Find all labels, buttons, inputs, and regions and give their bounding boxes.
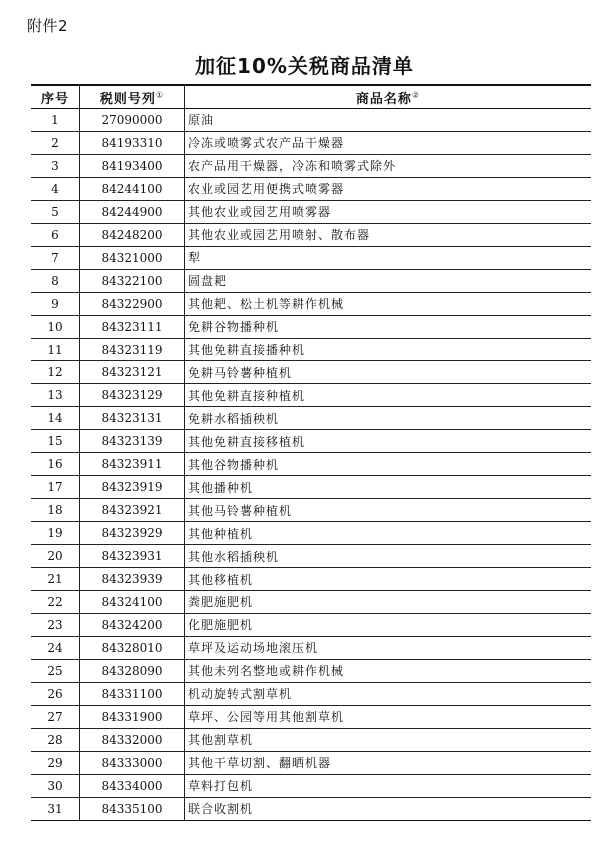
cell-product-name: 其他农业或园艺用喷射、散布器 bbox=[185, 223, 592, 246]
header-serial-number: 序号 bbox=[31, 85, 80, 109]
table-row bbox=[31, 499, 591, 522]
cell-tariff-code: 84248200 bbox=[80, 223, 185, 246]
table-row bbox=[31, 315, 591, 338]
cell-product-name: 草坪及运动场地滚压机 bbox=[185, 636, 592, 659]
table-row bbox=[31, 292, 591, 315]
cell-product-name: 其他割草机 bbox=[185, 728, 592, 751]
cell-serial-number: 30 bbox=[31, 774, 80, 797]
cell-product-name: 免耕马铃薯种植机 bbox=[185, 361, 592, 384]
cell-serial-number: 5 bbox=[31, 200, 80, 223]
header-tariff-code-note: ① bbox=[155, 90, 165, 100]
cell-product-name: 农业或园艺用便携式喷雾器 bbox=[185, 177, 592, 200]
cell-product-name: 圆盘耙 bbox=[185, 269, 592, 292]
table-row bbox=[31, 109, 591, 132]
cell-tariff-code: 84334000 bbox=[80, 774, 185, 797]
cell-serial-number: 17 bbox=[31, 476, 80, 499]
table-row bbox=[31, 522, 591, 545]
table-row bbox=[31, 545, 591, 568]
cell-serial-number: 21 bbox=[31, 568, 80, 591]
cell-product-name: 免耕水稻插秧机 bbox=[185, 407, 592, 430]
cell-product-name: 粪肥施肥机 bbox=[185, 591, 592, 614]
header-tariff-code: 税则号列① bbox=[80, 85, 185, 109]
cell-serial-number: 9 bbox=[31, 292, 80, 315]
cell-tariff-code: 84335100 bbox=[80, 797, 185, 820]
table-row bbox=[31, 636, 591, 659]
table-row bbox=[31, 361, 591, 384]
cell-serial-number: 12 bbox=[31, 361, 80, 384]
cell-product-name: 农产品用干燥器，冷冻和喷雾式除外 bbox=[185, 154, 592, 177]
header-product-name-note: ② bbox=[411, 90, 421, 100]
cell-product-name: 其他水稻插秧机 bbox=[185, 545, 592, 568]
cell-tariff-code: 84323131 bbox=[80, 407, 185, 430]
cell-tariff-code: 84323129 bbox=[80, 384, 185, 407]
table-row bbox=[31, 177, 591, 200]
cell-tariff-code: 84333000 bbox=[80, 751, 185, 774]
cell-serial-number: 15 bbox=[31, 430, 80, 453]
cell-tariff-code: 84323139 bbox=[80, 430, 185, 453]
table-row bbox=[31, 338, 591, 361]
tariff-table bbox=[31, 84, 591, 821]
table-row bbox=[31, 728, 591, 751]
cell-product-name: 其他干草切割、翻晒机器 bbox=[185, 751, 592, 774]
cell-tariff-code: 84331100 bbox=[80, 682, 185, 705]
cell-tariff-code: 84323929 bbox=[80, 522, 185, 545]
cell-serial-number: 14 bbox=[31, 407, 80, 430]
cell-serial-number: 25 bbox=[31, 659, 80, 682]
cell-tariff-code: 84323919 bbox=[80, 476, 185, 499]
cell-serial-number: 6 bbox=[31, 223, 80, 246]
cell-tariff-code: 84323111 bbox=[80, 315, 185, 338]
table-row bbox=[31, 246, 591, 269]
cell-serial-number: 31 bbox=[31, 797, 80, 820]
cell-tariff-code: 84321000 bbox=[80, 246, 185, 269]
cell-product-name: 冷冻或喷雾式农产品干燥器 bbox=[185, 131, 592, 154]
cell-tariff-code: 84332000 bbox=[80, 728, 185, 751]
cell-serial-number: 28 bbox=[31, 728, 80, 751]
cell-serial-number: 23 bbox=[31, 613, 80, 636]
table-row bbox=[31, 751, 591, 774]
cell-tariff-code: 84323119 bbox=[80, 338, 185, 361]
cell-serial-number: 11 bbox=[31, 338, 80, 361]
table-row bbox=[31, 223, 591, 246]
cell-serial-number: 16 bbox=[31, 453, 80, 476]
table-header-row bbox=[31, 85, 591, 109]
table-row bbox=[31, 407, 591, 430]
cell-serial-number: 26 bbox=[31, 682, 80, 705]
cell-product-name: 其他免耕直接播种机 bbox=[185, 338, 592, 361]
cell-tariff-code: 84331900 bbox=[80, 705, 185, 728]
cell-product-name: 其他谷物播种机 bbox=[185, 453, 592, 476]
cell-product-name: 其他免耕直接移植机 bbox=[185, 430, 592, 453]
table-row bbox=[31, 154, 591, 177]
cell-tariff-code: 84324100 bbox=[80, 591, 185, 614]
cell-serial-number: 20 bbox=[31, 545, 80, 568]
cell-tariff-code: 84323911 bbox=[80, 453, 185, 476]
cell-serial-number: 3 bbox=[31, 154, 80, 177]
cell-product-name: 其他种植机 bbox=[185, 522, 592, 545]
cell-product-name: 化肥施肥机 bbox=[185, 613, 592, 636]
table-row bbox=[31, 269, 591, 292]
cell-tariff-code: 84328010 bbox=[80, 636, 185, 659]
cell-tariff-code: 84244900 bbox=[80, 200, 185, 223]
table-row bbox=[31, 476, 591, 499]
cell-tariff-code: 84323939 bbox=[80, 568, 185, 591]
table-row bbox=[31, 453, 591, 476]
cell-serial-number: 22 bbox=[31, 591, 80, 614]
table-row bbox=[31, 659, 591, 682]
table-row bbox=[31, 774, 591, 797]
table-row bbox=[31, 131, 591, 154]
cell-product-name: 其他马铃薯种植机 bbox=[185, 499, 592, 522]
cell-product-name: 草坪、公园等用其他割草机 bbox=[185, 705, 592, 728]
cell-product-name: 其他免耕直接种植机 bbox=[185, 384, 592, 407]
cell-serial-number: 29 bbox=[31, 751, 80, 774]
table-row bbox=[31, 682, 591, 705]
cell-serial-number: 8 bbox=[31, 269, 80, 292]
cell-product-name: 其他未列名整地或耕作机械 bbox=[185, 659, 592, 682]
table-row bbox=[31, 430, 591, 453]
cell-tariff-code: 84328090 bbox=[80, 659, 185, 682]
table-row bbox=[31, 200, 591, 223]
cell-product-name: 其他移植机 bbox=[185, 568, 592, 591]
header-product-name: 商品名称② bbox=[355, 90, 421, 107]
table-row bbox=[31, 797, 591, 820]
table-body bbox=[31, 109, 591, 821]
table-row bbox=[31, 568, 591, 591]
cell-product-name: 草料打包机 bbox=[185, 774, 592, 797]
cell-product-name: 其他农业或园艺用喷雾器 bbox=[185, 200, 592, 223]
cell-serial-number: 4 bbox=[31, 177, 80, 200]
cell-serial-number: 19 bbox=[31, 522, 80, 545]
cell-serial-number: 18 bbox=[31, 499, 80, 522]
cell-tariff-code: 84244100 bbox=[80, 177, 185, 200]
cell-product-name: 犁 bbox=[185, 246, 592, 269]
cell-product-name: 免耕谷物播种机 bbox=[185, 315, 592, 338]
cell-serial-number: 10 bbox=[31, 315, 80, 338]
cell-tariff-code: 84323121 bbox=[80, 361, 185, 384]
table-row bbox=[31, 613, 591, 636]
cell-tariff-code: 84322100 bbox=[80, 269, 185, 292]
page-title: 加征10%关税商品清单 bbox=[195, 54, 414, 78]
table-row bbox=[31, 591, 591, 614]
cell-product-name: 其他耙、松土机等耕作机械 bbox=[185, 292, 592, 315]
cell-product-name: 其他播种机 bbox=[185, 476, 592, 499]
cell-serial-number: 27 bbox=[31, 705, 80, 728]
cell-tariff-code: 27090000 bbox=[80, 109, 185, 132]
table-row bbox=[31, 384, 591, 407]
cell-serial-number: 24 bbox=[31, 636, 80, 659]
cell-tariff-code: 84193400 bbox=[80, 154, 185, 177]
cell-product-name: 原油 bbox=[185, 109, 592, 132]
table-row bbox=[31, 705, 591, 728]
cell-tariff-code: 84323921 bbox=[80, 499, 185, 522]
cell-serial-number: 7 bbox=[31, 246, 80, 269]
cell-product-name: 机动旋转式割草机 bbox=[185, 682, 592, 705]
cell-tariff-code: 84324200 bbox=[80, 613, 185, 636]
cell-tariff-code: 84323931 bbox=[80, 545, 185, 568]
cell-serial-number: 13 bbox=[31, 384, 80, 407]
cell-serial-number: 2 bbox=[31, 131, 80, 154]
cell-tariff-code: 84322900 bbox=[80, 292, 185, 315]
cell-serial-number: 1 bbox=[31, 109, 80, 132]
attachment-label: 附件2 bbox=[27, 17, 69, 35]
cell-product-name: 联合收割机 bbox=[185, 797, 592, 820]
cell-tariff-code: 84193310 bbox=[80, 131, 185, 154]
